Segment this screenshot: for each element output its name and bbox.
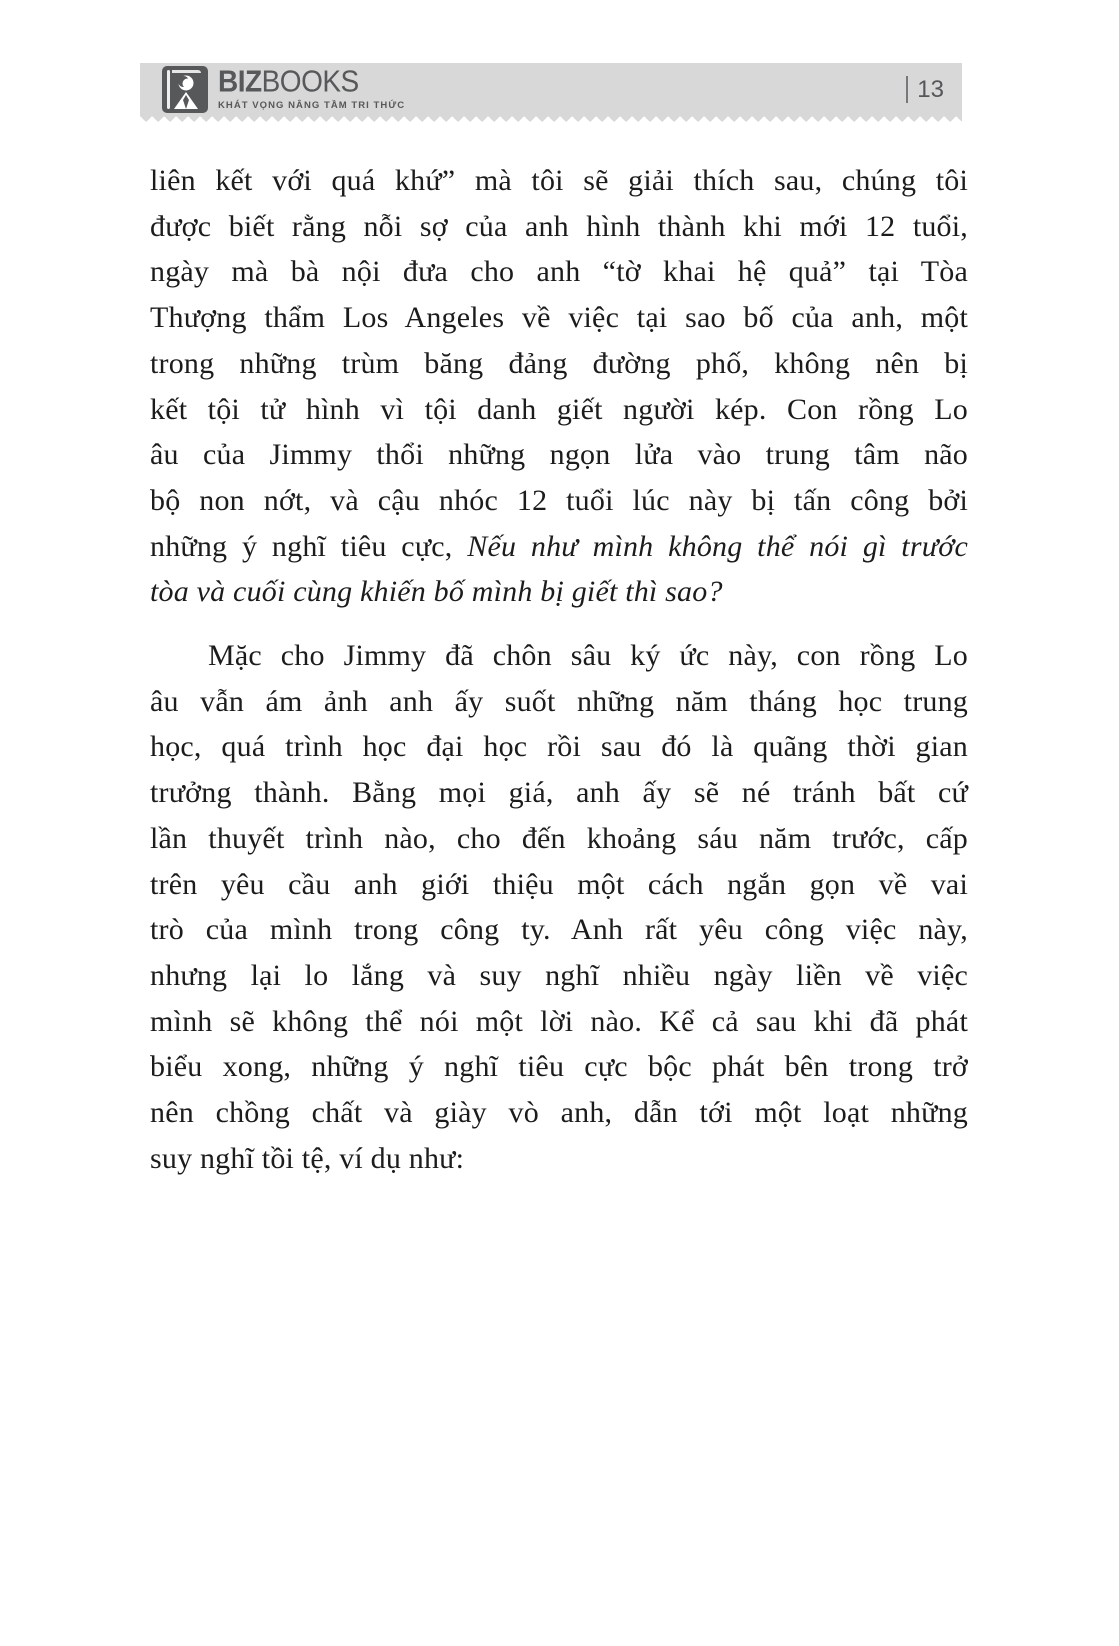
text-segment: trưởng thành. Bằng mọi giá, anh ấy sẽ né tránh bất cứ — [150, 776, 968, 810]
text-segment: suy nghĩ tồi tệ, ví dụ như: — [150, 1141, 465, 1175]
page-number-divider — [906, 76, 908, 103]
text-segment: bộ non nớt, và cậu nhóc 12 tuổi lúc này bị tấn công bởi — [150, 483, 968, 517]
text-line — [150, 679, 968, 725]
text-line — [150, 569, 968, 615]
paragraph — [150, 158, 968, 615]
text-line — [150, 862, 968, 908]
text-segment: học, quá trình học đại học rồi sau đó là quãng thời gian — [150, 730, 968, 764]
logo-text — [218, 64, 406, 111]
text-segment: trong những trùm băng đảng đường phố, không nên bị — [150, 346, 968, 380]
text-segment: lần thuyết trình nào, cho đến khoảng sáu năm trước, cấp — [150, 821, 968, 855]
text-segment: mình sẽ không thể nói một lời nào. Kể cả sau khi đã phát — [150, 1004, 968, 1038]
text-segment: ngày mà bà nội đưa cho anh “tờ khai hệ quả” tại Tòa — [150, 255, 968, 289]
text-line — [150, 724, 968, 770]
text-line — [150, 524, 968, 570]
body-text — [150, 158, 968, 1181]
text-segment: biểu xong, những ý nghĩ tiêu cực bộc phát bên trong trở — [150, 1050, 968, 1084]
text-line — [150, 816, 968, 862]
text-segment: Mặc cho Jimmy đã chôn sâu ký ức này, con rồng Lo — [208, 639, 968, 673]
text-line — [150, 633, 968, 679]
text-segment: kết tội tử hình vì tội danh giết người kép. Con rồng Lo — [150, 392, 968, 426]
text-segment: nên chồng chất và giày vò anh, dẫn tới một loạt những — [150, 1096, 968, 1130]
paragraph — [150, 633, 968, 1181]
text-line — [150, 999, 968, 1045]
text-line — [150, 1090, 968, 1136]
header-perforated-edge — [140, 116, 962, 122]
text-line — [150, 432, 968, 478]
brand-text-biz: BIZ — [218, 64, 262, 99]
text-segment: trên yêu cầu anh giới thiệu một cách ngắn gọn về vai — [150, 867, 968, 901]
text-segment: nhưng lại lo lắng và suy nghĩ nhiều ngày liền về việc — [150, 958, 968, 992]
logo-mark-icon — [162, 66, 208, 113]
page-number-value: 13 — [917, 75, 944, 103]
italic-text-segment: Nếu như mình không thể nói gì trước — [467, 529, 968, 563]
text-segment: Thượng thẩm Los Angeles về việc tại sao bố của anh, một — [150, 301, 968, 335]
header-bar — [140, 63, 962, 116]
text-segment: liên kết với quá khứ” mà tôi sẽ giải thích sau, chúng tôi — [150, 164, 968, 197]
text-segment: những ý nghĩ tiêu cực, — [150, 529, 468, 563]
text-line — [150, 249, 968, 295]
text-line — [150, 387, 968, 433]
text-line — [150, 341, 968, 387]
brand-tagline: KHÁT VỌNG NÂNG TẦM TRI THỨC — [218, 100, 406, 111]
page-number — [906, 76, 944, 104]
text-segment: được biết rằng nỗi sợ của anh hình thành khi mới 12 tuổi, — [150, 209, 968, 243]
brand-text — [218, 64, 405, 99]
text-line — [150, 770, 968, 816]
text-line — [150, 478, 968, 524]
text-line — [150, 953, 968, 999]
text-line — [150, 158, 968, 204]
italic-text-segment: tòa và cuối cùng khiến bố mình bị giết thì sao? — [150, 575, 723, 609]
text-line — [150, 1136, 968, 1182]
text-segment: âu của Jimmy thổi những ngọn lửa vào trung tâm não — [150, 438, 968, 472]
text-line — [150, 907, 968, 953]
text-line — [150, 1044, 968, 1090]
brand-text-books: BOOKS — [261, 64, 359, 99]
bizbooks-logo — [162, 66, 405, 113]
text-segment: âu vẫn ám ảnh anh ấy suốt những năm tháng học trung — [150, 684, 968, 718]
text-segment: trò của mình trong công ty. Anh rất yêu công việc này, — [150, 913, 968, 947]
text-line — [150, 204, 968, 250]
text-line — [150, 295, 968, 341]
